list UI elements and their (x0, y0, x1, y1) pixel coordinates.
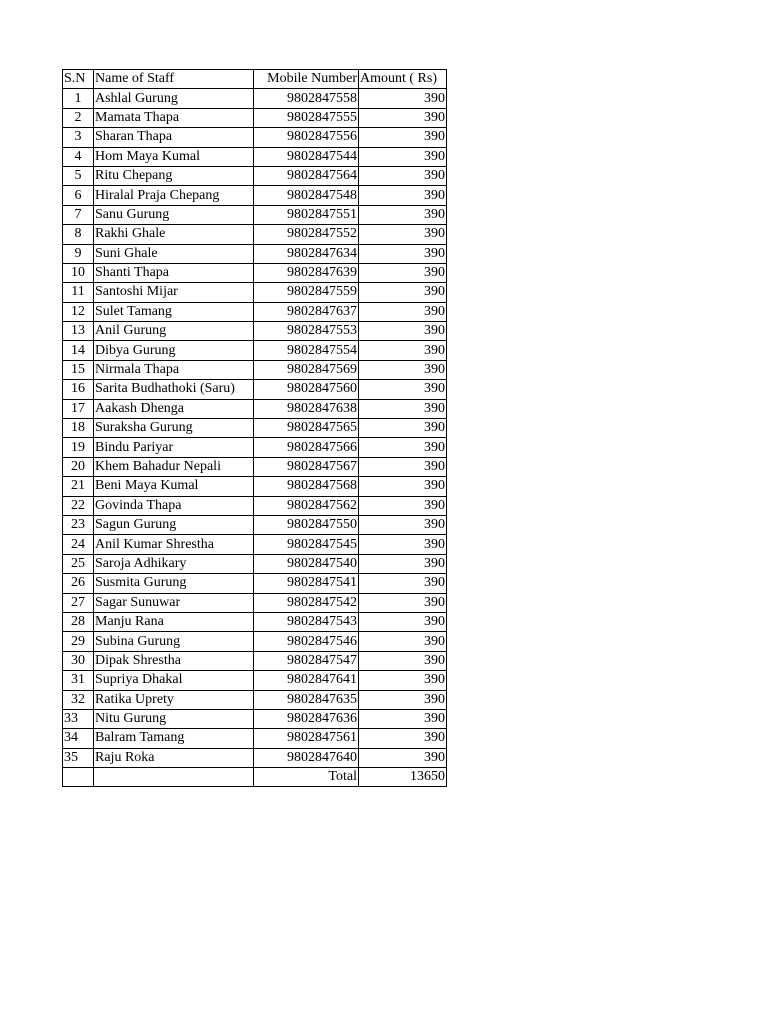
cell-staff-name: Susmita Gurung (94, 574, 254, 593)
cell-amount: 390 (359, 166, 447, 185)
cell-sn: 21 (63, 477, 94, 496)
cell-amount: 390 (359, 438, 447, 457)
cell-amount: 390 (359, 709, 447, 728)
table-row (63, 186, 447, 205)
cell-sn: 18 (63, 419, 94, 438)
table-row (63, 729, 447, 748)
cell-staff-name: Ritu Chepang (94, 166, 254, 185)
cell-mobile-number: 9802847541 (254, 574, 359, 593)
table-row (63, 748, 447, 767)
cell-sn: 27 (63, 593, 94, 612)
table-row (63, 89, 447, 108)
cell-amount: 390 (359, 535, 447, 554)
cell-staff-name: Aakash Dhenga (94, 399, 254, 418)
cell-staff-name: Hom Maya Kumal (94, 147, 254, 166)
cell-sn: 22 (63, 496, 94, 515)
table-header-row (63, 70, 447, 89)
cell-staff-name: Suni Ghale (94, 244, 254, 263)
cell-amount: 390 (359, 186, 447, 205)
cell-amount: 390 (359, 651, 447, 670)
cell-staff-name: Supriya Dhakal (94, 671, 254, 690)
cell-sn: 12 (63, 302, 94, 321)
cell-sn: 15 (63, 360, 94, 379)
cell-mobile-number: 9802847636 (254, 709, 359, 728)
table-row (63, 535, 447, 554)
cell-mobile-number: 9802847556 (254, 128, 359, 147)
cell-amount: 390 (359, 477, 447, 496)
cell-mobile-number: 9802847542 (254, 593, 359, 612)
cell-mobile-number: 9802847637 (254, 302, 359, 321)
cell-staff-name: Beni Maya Kumal (94, 477, 254, 496)
cell-sn: 1 (63, 89, 94, 108)
table-row (63, 709, 447, 728)
table-row (63, 612, 447, 631)
cell-amount: 390 (359, 147, 447, 166)
total-row (63, 768, 447, 787)
cell-mobile-number: 9802847562 (254, 496, 359, 515)
cell-staff-name: Sagar Sunuwar (94, 593, 254, 612)
cell-staff-name: Sagun Gurung (94, 515, 254, 534)
table-row (63, 166, 447, 185)
cell-mobile-number: 9802847552 (254, 225, 359, 244)
cell-mobile-number: 9802847634 (254, 244, 359, 263)
cell-mobile-number: 9802847641 (254, 671, 359, 690)
table-row (63, 554, 447, 573)
table-row (63, 205, 447, 224)
cell-mobile-number: 9802847553 (254, 322, 359, 341)
cell-amount: 390 (359, 515, 447, 534)
cell-amount: 390 (359, 380, 447, 399)
cell-amount: 390 (359, 748, 447, 767)
cell-mobile-number: 9802847550 (254, 515, 359, 534)
cell-mobile-number: 9802847544 (254, 147, 359, 166)
table-row (63, 360, 447, 379)
table-row (63, 302, 447, 321)
cell-amount: 390 (359, 225, 447, 244)
table-row (63, 399, 447, 418)
cell-mobile-number: 9802847568 (254, 477, 359, 496)
cell-sn: 11 (63, 283, 94, 302)
cell-sn: 17 (63, 399, 94, 418)
cell-sn: 16 (63, 380, 94, 399)
cell-sn: 25 (63, 554, 94, 573)
table-row (63, 671, 447, 690)
cell-mobile-number: 9802847545 (254, 535, 359, 554)
cell-mobile-number: 9802847569 (254, 360, 359, 379)
cell-staff-name: Sanu Gurung (94, 205, 254, 224)
cell-sn: 30 (63, 651, 94, 670)
cell-sn: 6 (63, 186, 94, 205)
cell-amount: 390 (359, 419, 447, 438)
cell-amount: 390 (359, 612, 447, 631)
cell-mobile-number: 9802847640 (254, 748, 359, 767)
table-row (63, 457, 447, 476)
total-row-empty-name (94, 768, 254, 787)
cell-mobile-number: 9802847565 (254, 419, 359, 438)
table-row (63, 690, 447, 709)
cell-sn: 31 (63, 671, 94, 690)
table-row (63, 477, 447, 496)
cell-mobile-number: 9802847546 (254, 632, 359, 651)
cell-mobile-number: 9802847555 (254, 108, 359, 127)
cell-amount: 390 (359, 128, 447, 147)
cell-staff-name: Subina Gurung (94, 632, 254, 651)
cell-staff-name: Dipak Shrestha (94, 651, 254, 670)
table-row (63, 651, 447, 670)
cell-staff-name: Raju Roka (94, 748, 254, 767)
table-row (63, 128, 447, 147)
cell-sn: 3 (63, 128, 94, 147)
cell-sn: 32 (63, 690, 94, 709)
cell-mobile-number: 9802847639 (254, 263, 359, 282)
cell-staff-name: Nitu Gurung (94, 709, 254, 728)
cell-amount: 390 (359, 690, 447, 709)
cell-mobile-number: 9802847567 (254, 457, 359, 476)
cell-amount: 390 (359, 89, 447, 108)
table-row (63, 225, 447, 244)
cell-staff-name: Sharan Thapa (94, 128, 254, 147)
cell-staff-name: Anil Kumar Shrestha (94, 535, 254, 554)
total-row-empty-sn (63, 768, 94, 787)
cell-sn: 5 (63, 166, 94, 185)
cell-staff-name: Sarita Budhathoki (Saru) (94, 380, 254, 399)
cell-staff-name: Ashlal Gurung (94, 89, 254, 108)
cell-sn: 13 (63, 322, 94, 341)
cell-sn: 4 (63, 147, 94, 166)
table-row (63, 574, 447, 593)
cell-sn: 33 (63, 709, 94, 728)
table-row (63, 438, 447, 457)
cell-amount: 390 (359, 341, 447, 360)
cell-sn: 10 (63, 263, 94, 282)
cell-amount: 390 (359, 302, 447, 321)
cell-staff-name: Dibya Gurung (94, 341, 254, 360)
cell-sn: 7 (63, 205, 94, 224)
cell-amount: 390 (359, 574, 447, 593)
cell-staff-name: Anil Gurung (94, 322, 254, 341)
table-row (63, 108, 447, 127)
cell-sn: 9 (63, 244, 94, 263)
header-sn: S.N (63, 70, 94, 89)
cell-mobile-number: 9802847559 (254, 283, 359, 302)
cell-staff-name: Manju Rana (94, 612, 254, 631)
table-row (63, 263, 447, 282)
cell-amount: 390 (359, 496, 447, 515)
cell-mobile-number: 9802847561 (254, 729, 359, 748)
header-amount: Amount ( Rs) (359, 70, 447, 89)
cell-staff-name: Saroja Adhikary (94, 554, 254, 573)
cell-amount: 390 (359, 593, 447, 612)
cell-mobile-number: 9802847543 (254, 612, 359, 631)
cell-sn: 35 (63, 748, 94, 767)
cell-staff-name: Govinda Thapa (94, 496, 254, 515)
cell-staff-name: Santoshi Mijar (94, 283, 254, 302)
total-label: Total (254, 768, 359, 787)
cell-amount: 390 (359, 244, 447, 263)
cell-sn: 26 (63, 574, 94, 593)
cell-mobile-number: 9802847566 (254, 438, 359, 457)
cell-amount: 390 (359, 322, 447, 341)
table-row (63, 593, 447, 612)
cell-sn: 19 (63, 438, 94, 457)
table-row (63, 496, 447, 515)
cell-sn: 14 (63, 341, 94, 360)
cell-sn: 29 (63, 632, 94, 651)
cell-amount: 390 (359, 108, 447, 127)
total-value: 13650 (359, 768, 447, 787)
cell-mobile-number: 9802847564 (254, 166, 359, 185)
table-row (63, 419, 447, 438)
table-row (63, 283, 447, 302)
table-row (63, 632, 447, 651)
table-row (63, 244, 447, 263)
cell-staff-name: Shanti Thapa (94, 263, 254, 282)
cell-sn: 28 (63, 612, 94, 631)
cell-staff-name: Sulet Tamang (94, 302, 254, 321)
cell-amount: 390 (359, 671, 447, 690)
cell-staff-name: Mamata Thapa (94, 108, 254, 127)
cell-mobile-number: 9802847635 (254, 690, 359, 709)
cell-mobile-number: 9802847540 (254, 554, 359, 573)
cell-amount: 390 (359, 205, 447, 224)
cell-staff-name: Suraksha Gurung (94, 419, 254, 438)
cell-mobile-number: 9802847558 (254, 89, 359, 108)
cell-mobile-number: 9802847554 (254, 341, 359, 360)
cell-sn: 23 (63, 515, 94, 534)
cell-sn: 20 (63, 457, 94, 476)
cell-staff-name: Bindu Pariyar (94, 438, 254, 457)
cell-amount: 390 (359, 457, 447, 476)
table-body (63, 89, 447, 768)
header-name-of-staff: Name of Staff (94, 70, 254, 89)
header-mobile-number: Mobile Number (254, 70, 359, 89)
cell-mobile-number: 9802847560 (254, 380, 359, 399)
table-row (63, 515, 447, 534)
table-row (63, 147, 447, 166)
staff-payment-table (62, 69, 447, 787)
cell-staff-name: Balram Tamang (94, 729, 254, 748)
table-row (63, 322, 447, 341)
cell-sn: 24 (63, 535, 94, 554)
cell-sn: 34 (63, 729, 94, 748)
cell-staff-name: Ratika Uprety (94, 690, 254, 709)
cell-amount: 390 (359, 399, 447, 418)
cell-mobile-number: 9802847548 (254, 186, 359, 205)
cell-amount: 390 (359, 729, 447, 748)
cell-staff-name: Khem Bahadur Nepali (94, 457, 254, 476)
cell-staff-name: Hiralal Praja Chepang (94, 186, 254, 205)
cell-mobile-number: 9802847638 (254, 399, 359, 418)
cell-sn: 8 (63, 225, 94, 244)
cell-amount: 390 (359, 263, 447, 282)
cell-staff-name: Rakhi Ghale (94, 225, 254, 244)
table-row (63, 380, 447, 399)
cell-amount: 390 (359, 632, 447, 651)
cell-amount: 390 (359, 283, 447, 302)
table-row (63, 341, 447, 360)
cell-mobile-number: 9802847551 (254, 205, 359, 224)
cell-amount: 390 (359, 360, 447, 379)
cell-sn: 2 (63, 108, 94, 127)
cell-mobile-number: 9802847547 (254, 651, 359, 670)
cell-staff-name: Nirmala Thapa (94, 360, 254, 379)
cell-amount: 390 (359, 554, 447, 573)
